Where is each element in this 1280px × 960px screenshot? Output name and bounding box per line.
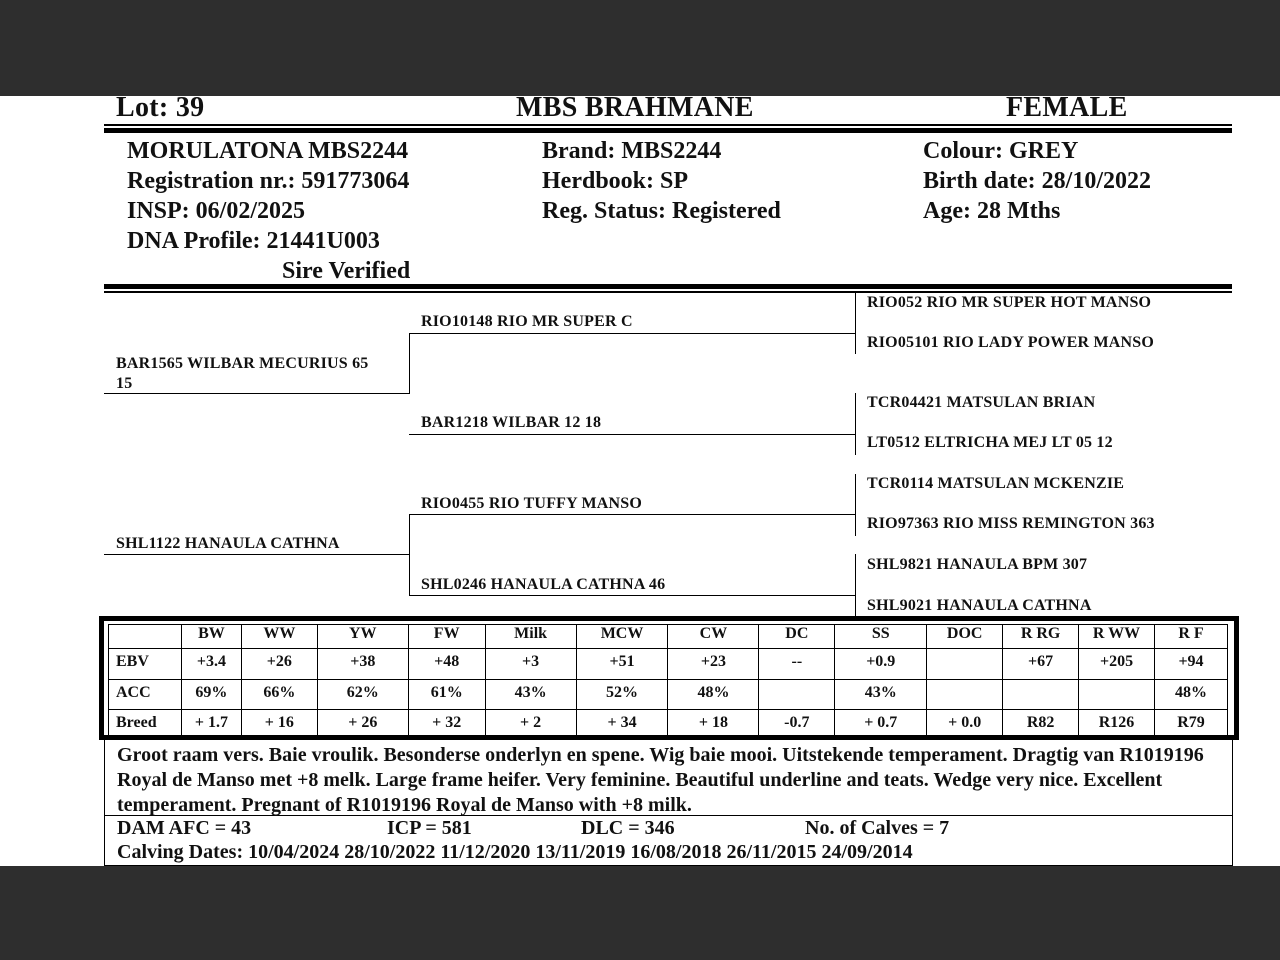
table-cell: + 16 [241,710,317,739]
header-rule-thick [104,128,1232,133]
sex-label: FEMALE [1006,96,1128,123]
table-cell: 69% [181,680,241,710]
bottom-dark-bar [0,866,1280,960]
table-cell: + 0.0 [927,710,1003,739]
pedigree-dam: SHL1122 HANAULA CATHNA [116,535,340,552]
table-row [109,680,1228,710]
herdbook: Herdbook: SP [542,168,689,194]
ggp-6: RIO97363 RIO MISS REMINGTON 363 [867,515,1155,532]
pedigree-dam-sire: RIO0455 RIO TUFFY MANSO [421,495,643,512]
table-cell: -0.7 [759,710,835,739]
table-cell: +48 [408,649,485,680]
registration-number: Registration nr.: 591773064 [127,168,410,194]
ggp-3: TCR04421 MATSULAN BRIAN [867,394,1096,411]
remarks-text: Groot raam vers. Baie vroulik. Besonderse onderlyn en spene. Wig baie mooi. Uitstekende temperament. Dragtig van R1019196 Royal de Manso met +8 melk. Large frame heifer. Very feminine. Beautiful underline and teats. Wedge very nice. Excellent temperament. Pregnant of R1019196 Royal de Manso with +8 milk. [117,744,1204,816]
table-cell: + 2 [485,710,576,739]
dam-calves: No. of Calves = 7 [805,817,950,839]
pedigree-sire: BAR1565 WILBAR MECURIUS 65 15 [116,355,369,392]
table-cell: +23 [668,649,759,680]
table-header: WW [241,625,317,649]
table-cell: +0.9 [835,649,927,680]
ped-vline-4 [855,393,856,455]
ped-vline-5 [855,474,856,536]
table-cell: +67 [1003,649,1079,680]
ebv-header-row [109,625,1228,649]
table-header: DOC [927,625,1003,649]
lot-document [0,96,1280,866]
ebv-table [108,624,1228,739]
ped-vline-1 [409,333,410,394]
table-cell: 62% [317,680,408,710]
pedigree-sire-dam: BAR1218 WILBAR 12 18 [421,414,602,431]
ggp-8: SHL9021 HANAULA CATHNA [867,597,1092,614]
info-rule-thin [104,291,1232,293]
table-cell: 66% [241,680,317,710]
table-cell: 48% [668,680,759,710]
table-cell [1003,680,1079,710]
breed-title: MBS BRAHMANE [516,96,754,123]
ped-line-dam [104,554,409,555]
animal-info-col1 [127,136,410,286]
table-header: R F [1155,625,1228,649]
ped-vline-3 [855,292,856,354]
table-cell: 61% [408,680,485,710]
table-header: CW [668,625,759,649]
table-cell [927,649,1003,680]
ped-vline-6 [855,554,856,616]
table-cell [1079,680,1155,710]
table-cell: +3 [485,649,576,680]
calving-dates: Calving Dates: 10/04/2024 28/10/2022 11/12/2020 13/11/2019 16/08/2018 26/11/2015 24/09/2014 [117,841,913,863]
table-cell: 43% [485,680,576,710]
dam-icp: ICP = 581 [387,817,472,839]
table-cell: Breed [109,710,182,739]
table-cell: + 1.7 [181,710,241,739]
top-dark-bar [0,0,1280,96]
table-header: FW [408,625,485,649]
table-cell: +38 [317,649,408,680]
animal-info-col3 [923,136,1151,226]
table-header: BW [181,625,241,649]
reg-status: Reg. Status: Registered [542,198,781,224]
dam-info-box [104,815,1233,866]
ped-line-sd [409,434,855,435]
birth-date: Birth date: 28/10/2022 [923,168,1151,194]
ped-line-dd [409,595,855,596]
lot-number: Lot: 39 [116,96,205,123]
colour: Colour: GREY [923,138,1079,164]
header-rule-thin [104,124,1232,126]
table-cell: EBV [109,649,182,680]
insp-date: INSP: 06/02/2025 [127,198,306,224]
table-cell: +51 [576,649,668,680]
ped-line-ds [409,514,855,515]
table-header [109,625,182,649]
sire-verified: Sire Verified [282,258,411,284]
table-cell: +26 [241,649,317,680]
animal-name: MORULATONA MBS2244 [127,138,409,164]
table-header: DC [759,625,835,649]
animal-info-col2 [542,136,781,226]
table-cell: +94 [1155,649,1228,680]
table-cell: R126 [1079,710,1155,739]
ggp-4: LT0512 ELTRICHA MEJ LT 05 12 [867,434,1113,451]
table-cell [927,680,1003,710]
ped-vline-2 [409,514,410,595]
table-header: SS [835,625,927,649]
table-header: Milk [485,625,576,649]
table-cell: + 18 [668,710,759,739]
brand: Brand: MBS2244 [542,138,722,164]
table-cell: + 32 [408,710,485,739]
dam-dlc: DLC = 346 [581,817,675,839]
remarks-box [104,740,1233,816]
ggp-7: SHL9821 HANAULA BPM 307 [867,556,1088,573]
table-cell: + 0.7 [835,710,927,739]
pedigree-sire-sire: RIO10148 RIO MR SUPER C [421,313,633,330]
table-cell: ACC [109,680,182,710]
table-cell: 43% [835,680,927,710]
ped-line-ss [409,333,855,334]
table-header: R WW [1079,625,1155,649]
table-cell: + 26 [317,710,408,739]
table-row [109,649,1228,680]
info-rule-thick [104,284,1232,289]
table-header: YW [317,625,408,649]
dam-afc: DAM AFC = 43 [117,817,252,839]
ggp-1: RIO052 RIO MR SUPER HOT MANSO [867,294,1152,311]
dna-profile: DNA Profile: 21441U003 [127,228,380,254]
ggp-2: RIO05101 RIO LADY POWER MANSO [867,334,1154,351]
table-cell [759,680,835,710]
table-cell: R79 [1155,710,1228,739]
age: Age: 28 Mths [923,198,1061,224]
ggp-5: TCR0114 MATSULAN MCKENZIE [867,475,1125,492]
table-cell: 48% [1155,680,1228,710]
pedigree-dam-dam: SHL0246 HANAULA CATHNA 46 [421,576,666,593]
dam-stats-line [117,816,1220,840]
table-cell: +205 [1079,649,1155,680]
table-cell: -- [759,649,835,680]
table-header: MCW [576,625,668,649]
table-header: R RG [1003,625,1079,649]
table-cell: + 34 [576,710,668,739]
table-cell: R82 [1003,710,1079,739]
table-row [109,710,1228,739]
table-cell: +3.4 [181,649,241,680]
table-cell: 52% [576,680,668,710]
